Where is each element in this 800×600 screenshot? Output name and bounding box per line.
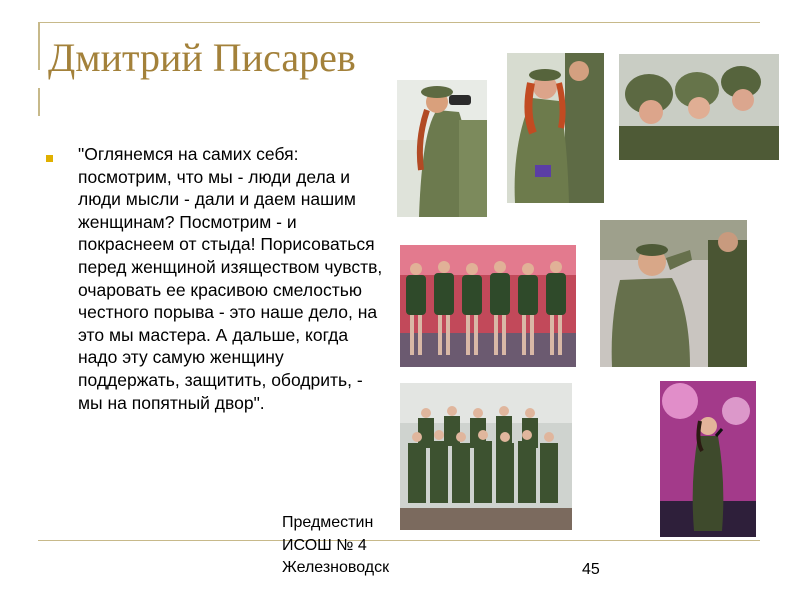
footer-author [282,512,389,580]
photo-stage-soldiers-sitting [400,245,576,367]
page-number: 45 [582,561,600,578]
photo-helmet-soldiers [619,54,779,160]
frame-top-line [38,22,760,23]
footer-line-1: Предместин [282,514,374,531]
photo-group-uniform [400,383,572,530]
footer-line-3: Железноводск [282,559,390,576]
photo-soldier-binoculars [397,80,487,217]
frame-left-line-bottom [38,88,40,116]
photo-singer-stage [660,381,756,537]
frame-left-line-top [38,22,40,70]
bullet-marker [46,155,53,162]
footer-line-2: ИСОШ № 4 [282,536,367,554]
photo-redhead-soldiers [507,53,604,203]
quote-text: "Оглянемся на самих себя: посмотрим, что мы - люди дела и люди мысли - дали и даем нашим женщинам? Посмотрим - и покраснеем от стыда! Порисоваться перед женщиной изяществом чувств, очаровать ее красивою смелостью честного порыва - это наше дело, на это мы мастера. А дальше, когда надо эту самую женщину поддержать, защитить, ободрить, - мы на попятный двор". [78,144,383,413]
photo-saluting-soldier [600,220,747,367]
slide-title: Дмитрий Писарев [48,35,356,80]
footer-rule [38,540,760,541]
